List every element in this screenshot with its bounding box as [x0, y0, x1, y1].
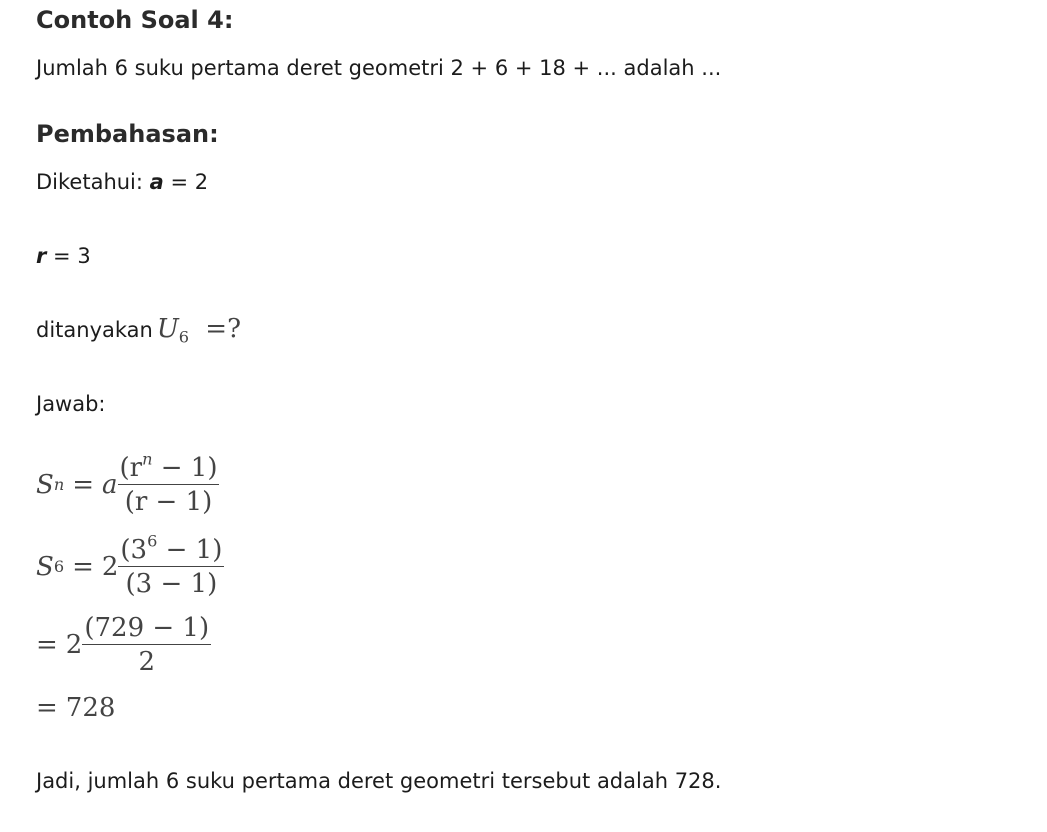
coef-a: a [102, 470, 118, 500]
equals-sign: = [36, 693, 58, 723]
result-value: 728 [65, 693, 116, 723]
r-value: = 3 [53, 244, 91, 268]
equals-sign: = [36, 630, 58, 660]
denominator: (r − 1) [124, 487, 213, 517]
denominator: 2 [138, 647, 155, 677]
asked-sub: 6 [178, 327, 190, 347]
r-variable: r [36, 244, 47, 268]
numerator: (729 − 1) [84, 613, 210, 643]
formula-result [36, 693, 115, 723]
asked-expression [156, 314, 242, 347]
known-r-line [36, 246, 91, 267]
asked-line [36, 314, 242, 347]
fraction [82, 615, 211, 675]
asked-rest: =? [205, 314, 242, 344]
question-text: Jumlah 6 suku pertama deret geometri 2 + 6 + 18 + ... adalah ... [36, 56, 722, 80]
sn-symbol: S [36, 470, 54, 500]
coef-2: 2 [101, 552, 119, 582]
a-variable: a [149, 170, 164, 194]
asked-var: U [156, 314, 179, 344]
coef-2: 2 [65, 630, 83, 660]
known-label: Diketahui: [36, 170, 143, 194]
equals-sign: = [72, 552, 94, 582]
denominator: (3 − 1) [125, 569, 218, 599]
equals-sign: = [72, 470, 94, 500]
answer-label: Jawab: [36, 392, 106, 416]
formula-step3 [36, 615, 211, 675]
conclusion-text: Jadi, jumlah 6 suku pertama deret geometri tersebut adalah 728. [36, 769, 722, 793]
numerator: $(3^6 - 1)$ [120, 531, 223, 565]
a-value: = 2 [170, 170, 209, 194]
example-title: Contoh Soal 4: [36, 6, 234, 34]
formula-s6: S 6 = 2 $\frac{(3^6 - 1)}{(3 - 1)}$ [36, 531, 223, 599]
known-a-line [36, 172, 208, 193]
discussion-title: Pembahasan: [36, 120, 219, 148]
s6-symbol: S [36, 552, 54, 582]
formula-general: S n = a $\frac{(r^n - 1)}{(r - 1)}$ [36, 449, 218, 517]
numerator: $(r^n - 1)$ [119, 449, 218, 483]
asked-label: ditanyakan [36, 318, 153, 342]
